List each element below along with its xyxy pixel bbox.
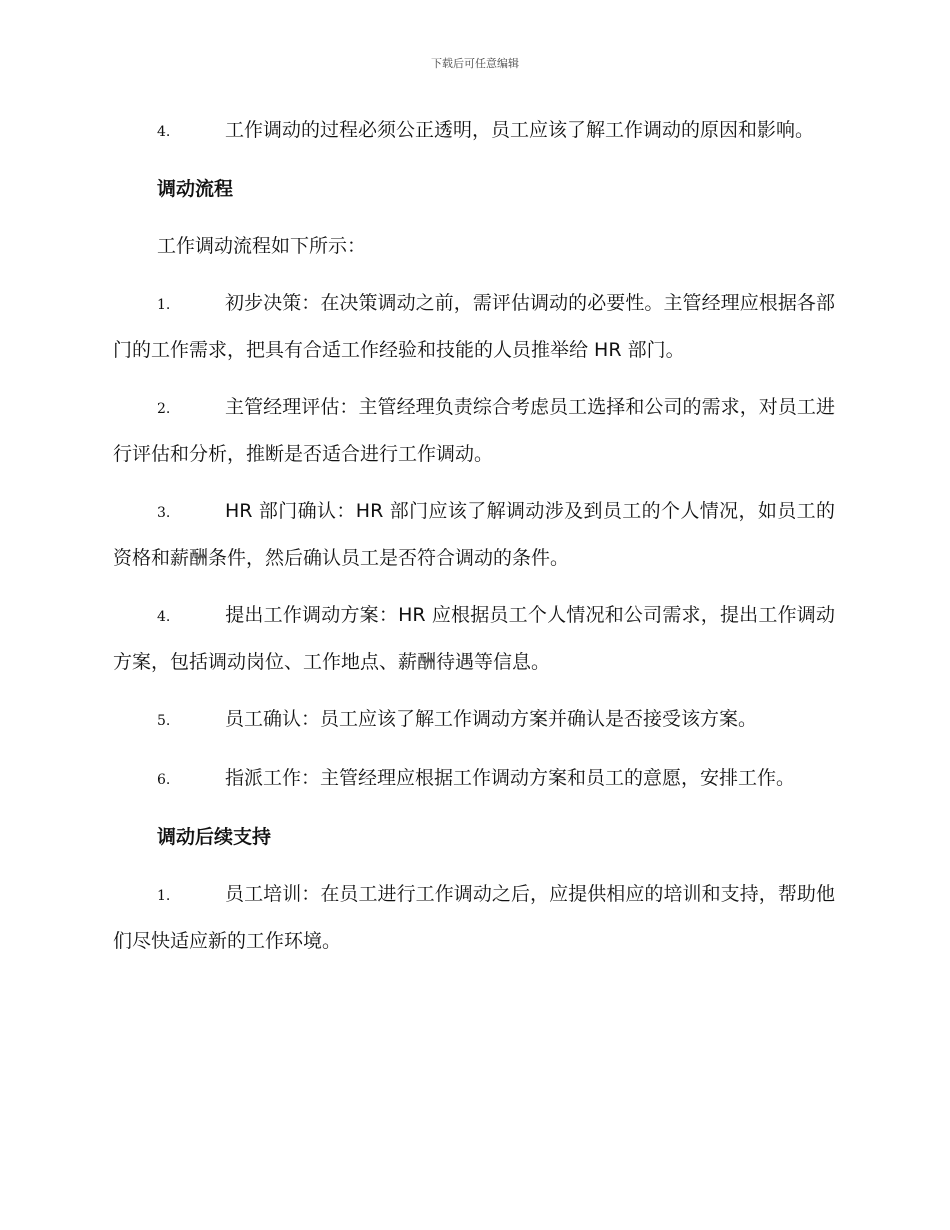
list-item-text: 工作调动的过程必须公正透明，员工应该了解工作调动的原因和影响。	[225, 119, 815, 141]
list-item-number: 6.	[157, 772, 171, 788]
section-heading-post-transfer-support: 调动后续支持	[157, 826, 272, 848]
list-item-number: 1.	[157, 888, 171, 904]
list-item-text: 初步决策：在决策调动之前，需评估调动的必要性。主管经理应根据各部门的工作需求，把具有合适工作经验和技能的人员推举给 HR 部门。	[113, 292, 835, 361]
page-header: 下载后可任意编辑	[431, 57, 519, 70]
list-item	[113, 697, 835, 744]
list-item-text: 员工培训：在员工进行工作调动之后，应提供相应的培训和支持，帮助他们尽快适应新的工作环境。	[113, 883, 835, 952]
list-item	[113, 872, 835, 964]
list-item-number: 4.	[157, 124, 171, 140]
list-item	[113, 756, 835, 803]
section-intro: 工作调动流程如下所示：	[157, 235, 367, 257]
document-body	[113, 108, 835, 976]
list-item-text: 员工确认：员工应该了解工作调动方案并确认是否接受该方案。	[225, 708, 758, 730]
list-item-number: 5.	[157, 713, 171, 729]
list-item-text: 主管经理评估：主管经理负责综合考虑员工选择和公司的需求，对员工进行评估和分析，推断是否适合进行工作调动。	[113, 396, 835, 465]
list-item-text: 提出工作调动方案：HR 应根据员工个人情况和公司需求，提出工作调动方案，包括调动岗位、工作地点、薪酬待遇等信息。	[113, 604, 835, 673]
list-item-number: 3.	[157, 505, 171, 521]
list-item	[113, 108, 835, 155]
list-item-number: 1.	[157, 297, 171, 313]
list-item	[113, 593, 835, 685]
section-heading-transfer-process: 调动流程	[157, 178, 234, 200]
list-item-text: 指派工作：主管经理应根据工作调动方案和员工的意愿，安排工作。	[225, 767, 796, 789]
list-item	[113, 385, 835, 477]
list-item-number: 4.	[157, 609, 171, 625]
list-item-text: HR 部门确认：HR 部门应该了解调动涉及到员工的个人情况，如员工的资格和薪酬条件，然后确认员工是否符合调动的条件。	[113, 500, 835, 569]
list-item	[113, 489, 835, 581]
list-item	[113, 281, 835, 373]
list-item-number: 2.	[157, 401, 171, 417]
